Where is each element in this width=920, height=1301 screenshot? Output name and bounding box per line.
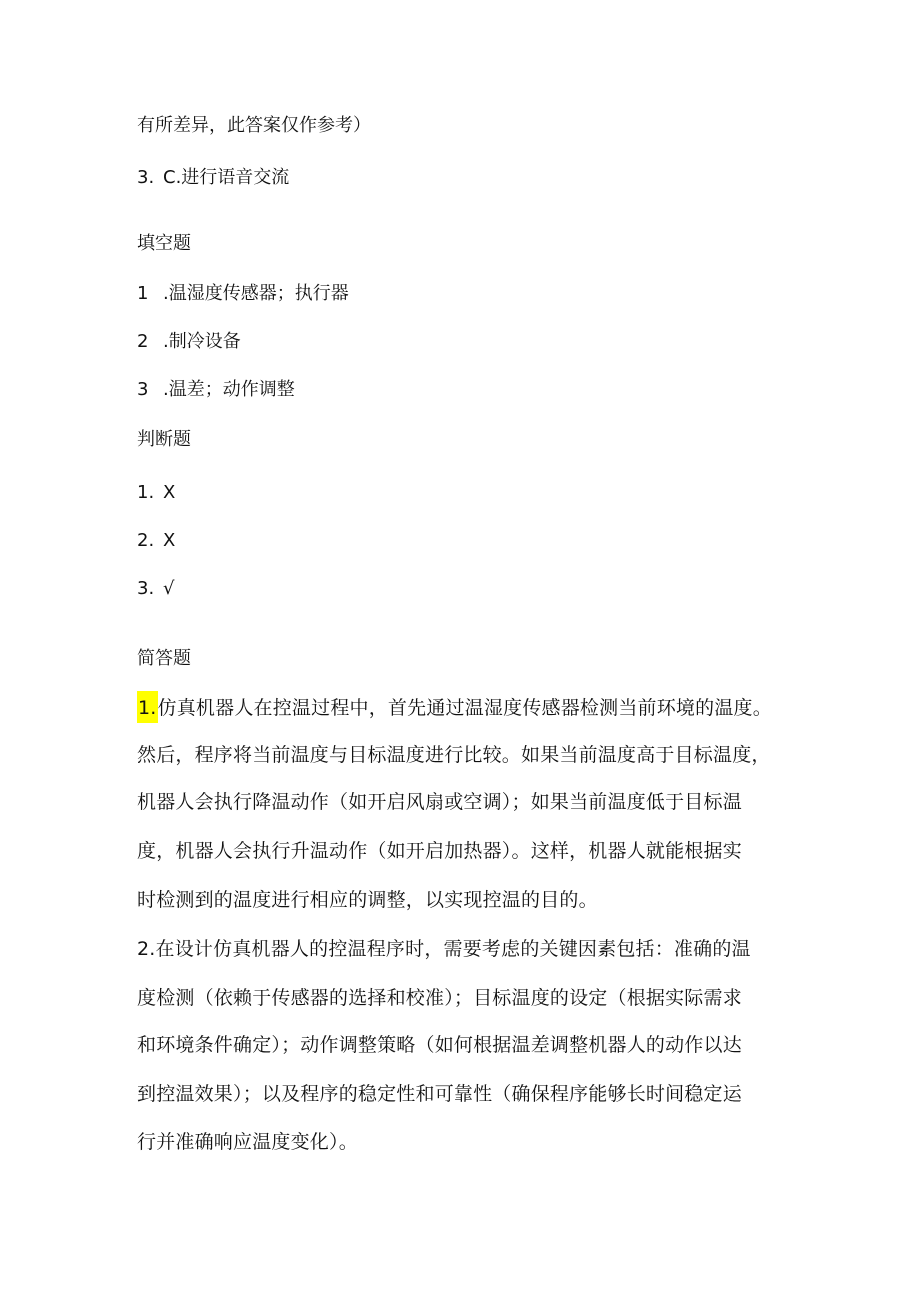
item-number: 3 <box>137 379 149 400</box>
item-text: .温湿度传感器；执行器 <box>163 283 349 304</box>
judge-section-heading: 判断题 <box>137 429 191 450</box>
answer2-line-3: 和环境条件确定）；动作调整策略（如何根据温差调整机器人的动作以达 <box>137 1034 742 1056</box>
answer2-line-4: 到控温效果）；以及程序的稳定性和可靠性（确保程序能够长时间稳定运 <box>137 1083 742 1105</box>
item-number: 1. <box>137 482 155 503</box>
short-section-heading: 简答题 <box>137 648 191 669</box>
answer2-line-2: 度检测（依赖于传感器的选择和校准）；目标温度的设定（根据实际需求 <box>137 987 742 1009</box>
answer1-line-2: 然后，程序将当前温度与目标温度进行比较。如果当前温度高于目标温度， <box>137 744 771 766</box>
item-number: 2. <box>137 530 155 551</box>
item-text: C.进行语音交流 <box>163 167 290 188</box>
fill-item-1 <box>137 282 349 306</box>
answer1-line-1 <box>137 695 807 721</box>
item-text: .制冷设备 <box>163 331 241 352</box>
fill-item-2 <box>137 330 241 354</box>
answer2-line-1: 2.在设计仿真机器人的控温程序时，需要考虑的关键因素包括：准确的温 <box>137 938 751 960</box>
fill-item-3 <box>137 378 295 402</box>
fill-section-heading: 填空题 <box>137 233 191 254</box>
answer1-line-3: 机器人会执行降温动作（如开启风扇或空调）；如果当前温度低于目标温 <box>137 791 742 813</box>
answer2-line-5: 行并准确响应温度变化）。 <box>137 1131 358 1153</box>
answer1-line-text: 仿真机器人在控温过程中，首先通过温湿度传感器检测当前环境的温度。 <box>157 697 772 719</box>
item-text: √ <box>163 578 175 599</box>
item-text: X <box>163 482 176 503</box>
answer1-number-highlight: 1. <box>137 691 158 723</box>
judge-item-1 <box>137 481 175 505</box>
item-number: 3. <box>137 578 155 599</box>
judge-item-2 <box>137 529 175 553</box>
item-text: .温差；动作调整 <box>163 379 295 400</box>
answer1-line-4: 度，机器人会执行升温动作（如开启加热器）。这样，机器人就能根据实 <box>137 840 742 862</box>
item-number: 3. <box>137 167 155 188</box>
answer1-line-5: 时检测到的温度进行相应的调整，以实现控温的目的。 <box>137 889 598 911</box>
choice-item-3 <box>137 166 289 190</box>
item-text: X <box>163 530 176 551</box>
judge-item-3 <box>137 577 174 601</box>
item-number: 1 <box>137 283 149 304</box>
intro-line: 有所差异，此答案仅作参考） <box>137 115 371 136</box>
item-number: 2 <box>137 331 149 352</box>
